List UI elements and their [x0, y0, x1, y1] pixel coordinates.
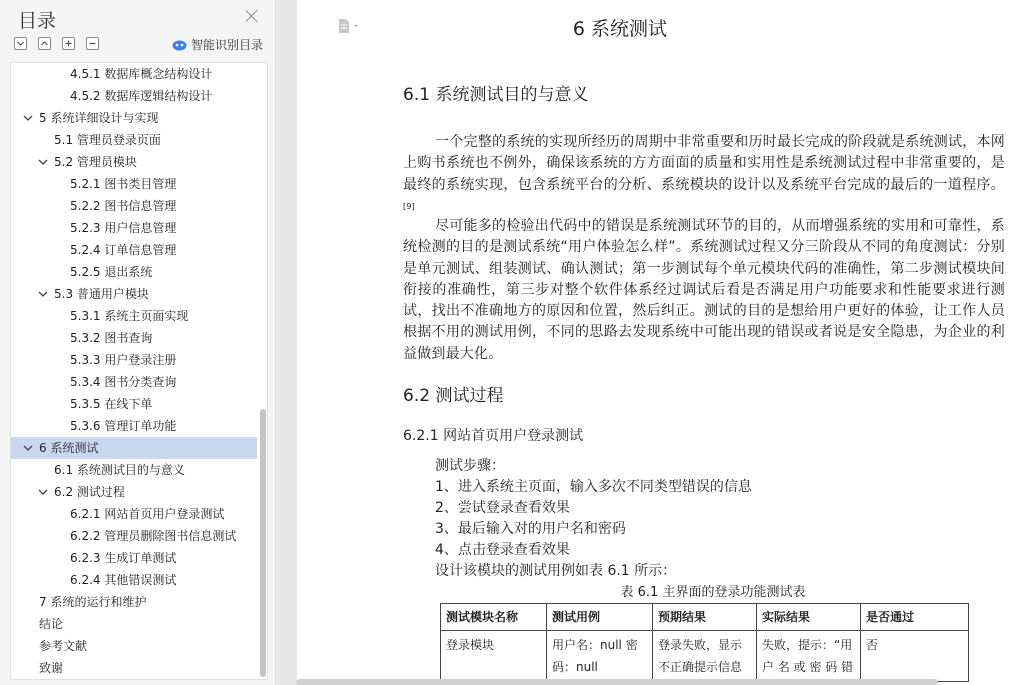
expand-all-icon[interactable] [38, 37, 51, 50]
document-horizontal-scrollbar[interactable] [296, 679, 938, 685]
toc-item[interactable] [11, 107, 257, 129]
paragraph-1 [403, 132, 1005, 222]
toc-scrollbar-thumb[interactable] [260, 409, 266, 677]
toc-item-label: 5.2.1 图书类目管理 [70, 177, 177, 191]
toc-item-label: 参考文献 [39, 639, 88, 653]
toc-item[interactable] [11, 657, 257, 679]
toc-item-label: 5.2.4 订单信息管理 [70, 243, 177, 257]
toc-item-label: 6 系统测试 [39, 441, 99, 455]
toc-item-label: 5.2.2 图书信息管理 [70, 199, 177, 213]
toc-item-label: 5 系统详细设计与实现 [39, 111, 159, 125]
toc-item[interactable] [11, 371, 257, 393]
table-header-cell: 测试用例 [547, 604, 653, 631]
section-heading-6-1: 6.1 系统测试目的与意义 [403, 85, 589, 105]
toc-item[interactable] [11, 525, 257, 547]
chevron-down-icon[interactable] [38, 487, 48, 497]
toc-item[interactable] [11, 569, 257, 591]
toc-item-label: 5.1 管理员登录页面 [54, 133, 161, 147]
toc-item-label: 5.3.2 图书查询 [70, 331, 153, 345]
toc-item-label: 6.2.4 其他错误测试 [70, 573, 177, 587]
toc-item[interactable] [11, 503, 257, 525]
toc-item[interactable] [11, 591, 257, 613]
toc-list [10, 62, 268, 680]
toc-item[interactable] [11, 459, 257, 481]
toc-item-label: 5.3.6 管理订单功能 [70, 419, 177, 433]
test-steps-title: 测试步骤： [435, 458, 505, 474]
chevron-down-icon[interactable] [23, 113, 33, 123]
toc-item[interactable] [11, 393, 257, 415]
toc-item[interactable] [11, 613, 257, 635]
toc-item[interactable] [11, 349, 257, 371]
toc-item-label: 致谢 [39, 661, 64, 675]
toc-item[interactable] [11, 261, 257, 283]
toc-item-label: 4.5.2 数据库逻辑结构设计 [70, 89, 213, 103]
test-step-2: 2、尝试登录查看效果 [435, 500, 570, 516]
table-header-cell: 实际结果 [757, 604, 861, 631]
toc-item-label: 6.2.3 生成订单测试 [70, 551, 177, 565]
toc-item-label: 5.3.4 图书分类查询 [70, 375, 177, 389]
test-step-1: 1、进入系统主页面，输入多次不同类型错误的信息 [435, 479, 752, 495]
section-heading-6-2: 6.2 测试过程 [403, 386, 504, 406]
chevron-down-icon[interactable] [23, 443, 33, 453]
toc-sidebar [0, 0, 276, 685]
toc-header [0, 0, 276, 60]
test-step-4: 4、点击登录查看效果 [435, 542, 570, 558]
table-header-cell: 预期结果 [653, 604, 757, 631]
test-step-3: 3、最后输入对的用户名和密码 [435, 521, 626, 537]
toc-item-label: 5.3.1 系统主页面实现 [70, 309, 189, 323]
table-header-row [441, 604, 969, 631]
toc-item[interactable] [11, 239, 257, 261]
toc-item[interactable] [11, 85, 257, 107]
subsection-heading-6-2-1: 6.2.1 网站首页用户登录测试 [403, 428, 584, 444]
toc-item-label: 5.3 普通用户模块 [54, 287, 149, 301]
toc-item[interactable] [11, 327, 257, 349]
smart-toc-label: 智能识别目录 [191, 38, 264, 52]
toc-item[interactable] [11, 151, 257, 173]
toc-item-label: 6.1 系统测试目的与意义 [54, 463, 185, 477]
citation-ref[interactable]: [9] [403, 201, 415, 211]
paragraph-1-text: 一个完整的系统的实现所经历的周期中非常重要和历时最长完成的阶段就是系统测试，本网上购书系统也不例外，确保该系统的方方面面的质量和实用性是系统测试过程中非常重要的，是最终的系统实现，包含系统平台的分析、系统模块的设计以及系统平台完成的最后的一道程序。 [403, 134, 1005, 193]
toc-item-label: 5.3.3 用户登录注册 [70, 353, 177, 367]
toc-item-label: 5.2.3 用户信息管理 [70, 221, 177, 235]
toc-item-label: 7 系统的运行和维护 [39, 595, 147, 609]
toc-item[interactable] [11, 305, 257, 327]
test-case-table [440, 603, 969, 682]
toc-item[interactable] [11, 195, 257, 217]
chevron-down-icon[interactable] [38, 157, 48, 167]
toc-item-label: 4.5.1 数据库概念结构设计 [70, 67, 213, 81]
paragraph-2: 尽可能多的检验出代码中的错误是系统测试环节的目的，从而增强系统的实用和可靠性，系统检测的目的是测试系统“用户体验怎么样”。系统测试过程又分三阶段从不同的角度测试：分别是单元测试、组装测试、确认测试；第一步测试每个单元模块代码的准确性，第二步测试模块间衔接的准确性，第三步对整个软件体系经过调试后看是否满足用户功能要求和性能要求进行测试，找出不准确地方的原因和位置，然后纠正。测试的目的是想给用户更好的体验，让工作人员根据不用的测试用例，不同的思路去发现系统中可能出现的错误或者说是安全隐患，为企业的利益做到最大化。 [403, 218, 1005, 362]
table-cell: 登录失败，显示不正确提示信息 [653, 631, 757, 682]
table-cell: 失败，提示：“用户 名 或 密 码 错 [757, 631, 861, 682]
toc-item-label: 6.2 测试过程 [54, 485, 125, 499]
ai-cloud-icon [172, 39, 187, 51]
toc-item-label: 6.2.1 网站首页用户登录测试 [70, 507, 225, 521]
chapter-heading: 6 系统测试 [572, 18, 668, 40]
table-cell: 用户名：null 密码：null [547, 631, 653, 682]
toc-item-label: 5.2.5 退出系统 [70, 265, 153, 279]
toc-item[interactable] [11, 283, 257, 305]
toc-item-label: 6.2.2 管理员删除图书信息测试 [70, 529, 237, 543]
toc-title: 目录 [18, 10, 57, 32]
toc-item[interactable] [11, 129, 257, 151]
smart-toc-button[interactable] [172, 36, 263, 53]
collapse-all-icon[interactable] [14, 37, 27, 50]
table-header-cell: 测试模块名称 [441, 604, 547, 631]
toc-item-label: 5.2 管理员模块 [54, 155, 137, 169]
test-case-intro: 设计该模块的测试用例如表 6.1 所示： [435, 563, 677, 579]
toc-item[interactable] [11, 63, 257, 85]
table-cell: 否 [861, 631, 969, 682]
toc-item-label: 结论 [39, 617, 64, 631]
toc-item[interactable] [11, 547, 257, 569]
table-row [441, 631, 969, 682]
toc-item[interactable] [11, 481, 257, 503]
toc-item[interactable] [11, 415, 257, 437]
toc-item-label: 5.3.5 在线下单 [70, 397, 153, 411]
toc-item[interactable] [11, 217, 257, 239]
table-caption: 表 6.1 主界面的登录功能测试表 [620, 585, 806, 600]
add-heading-icon[interactable] [62, 37, 75, 50]
toc-item[interactable] [11, 635, 257, 657]
toc-item[interactable] [11, 437, 257, 459]
table-cell: 登录模块 [441, 631, 547, 682]
remove-heading-icon[interactable] [86, 37, 99, 50]
table-header-cell: 是否通过 [861, 604, 969, 631]
toc-item[interactable] [11, 173, 257, 195]
chevron-down-icon[interactable] [38, 289, 48, 299]
close-icon[interactable] [245, 9, 259, 23]
